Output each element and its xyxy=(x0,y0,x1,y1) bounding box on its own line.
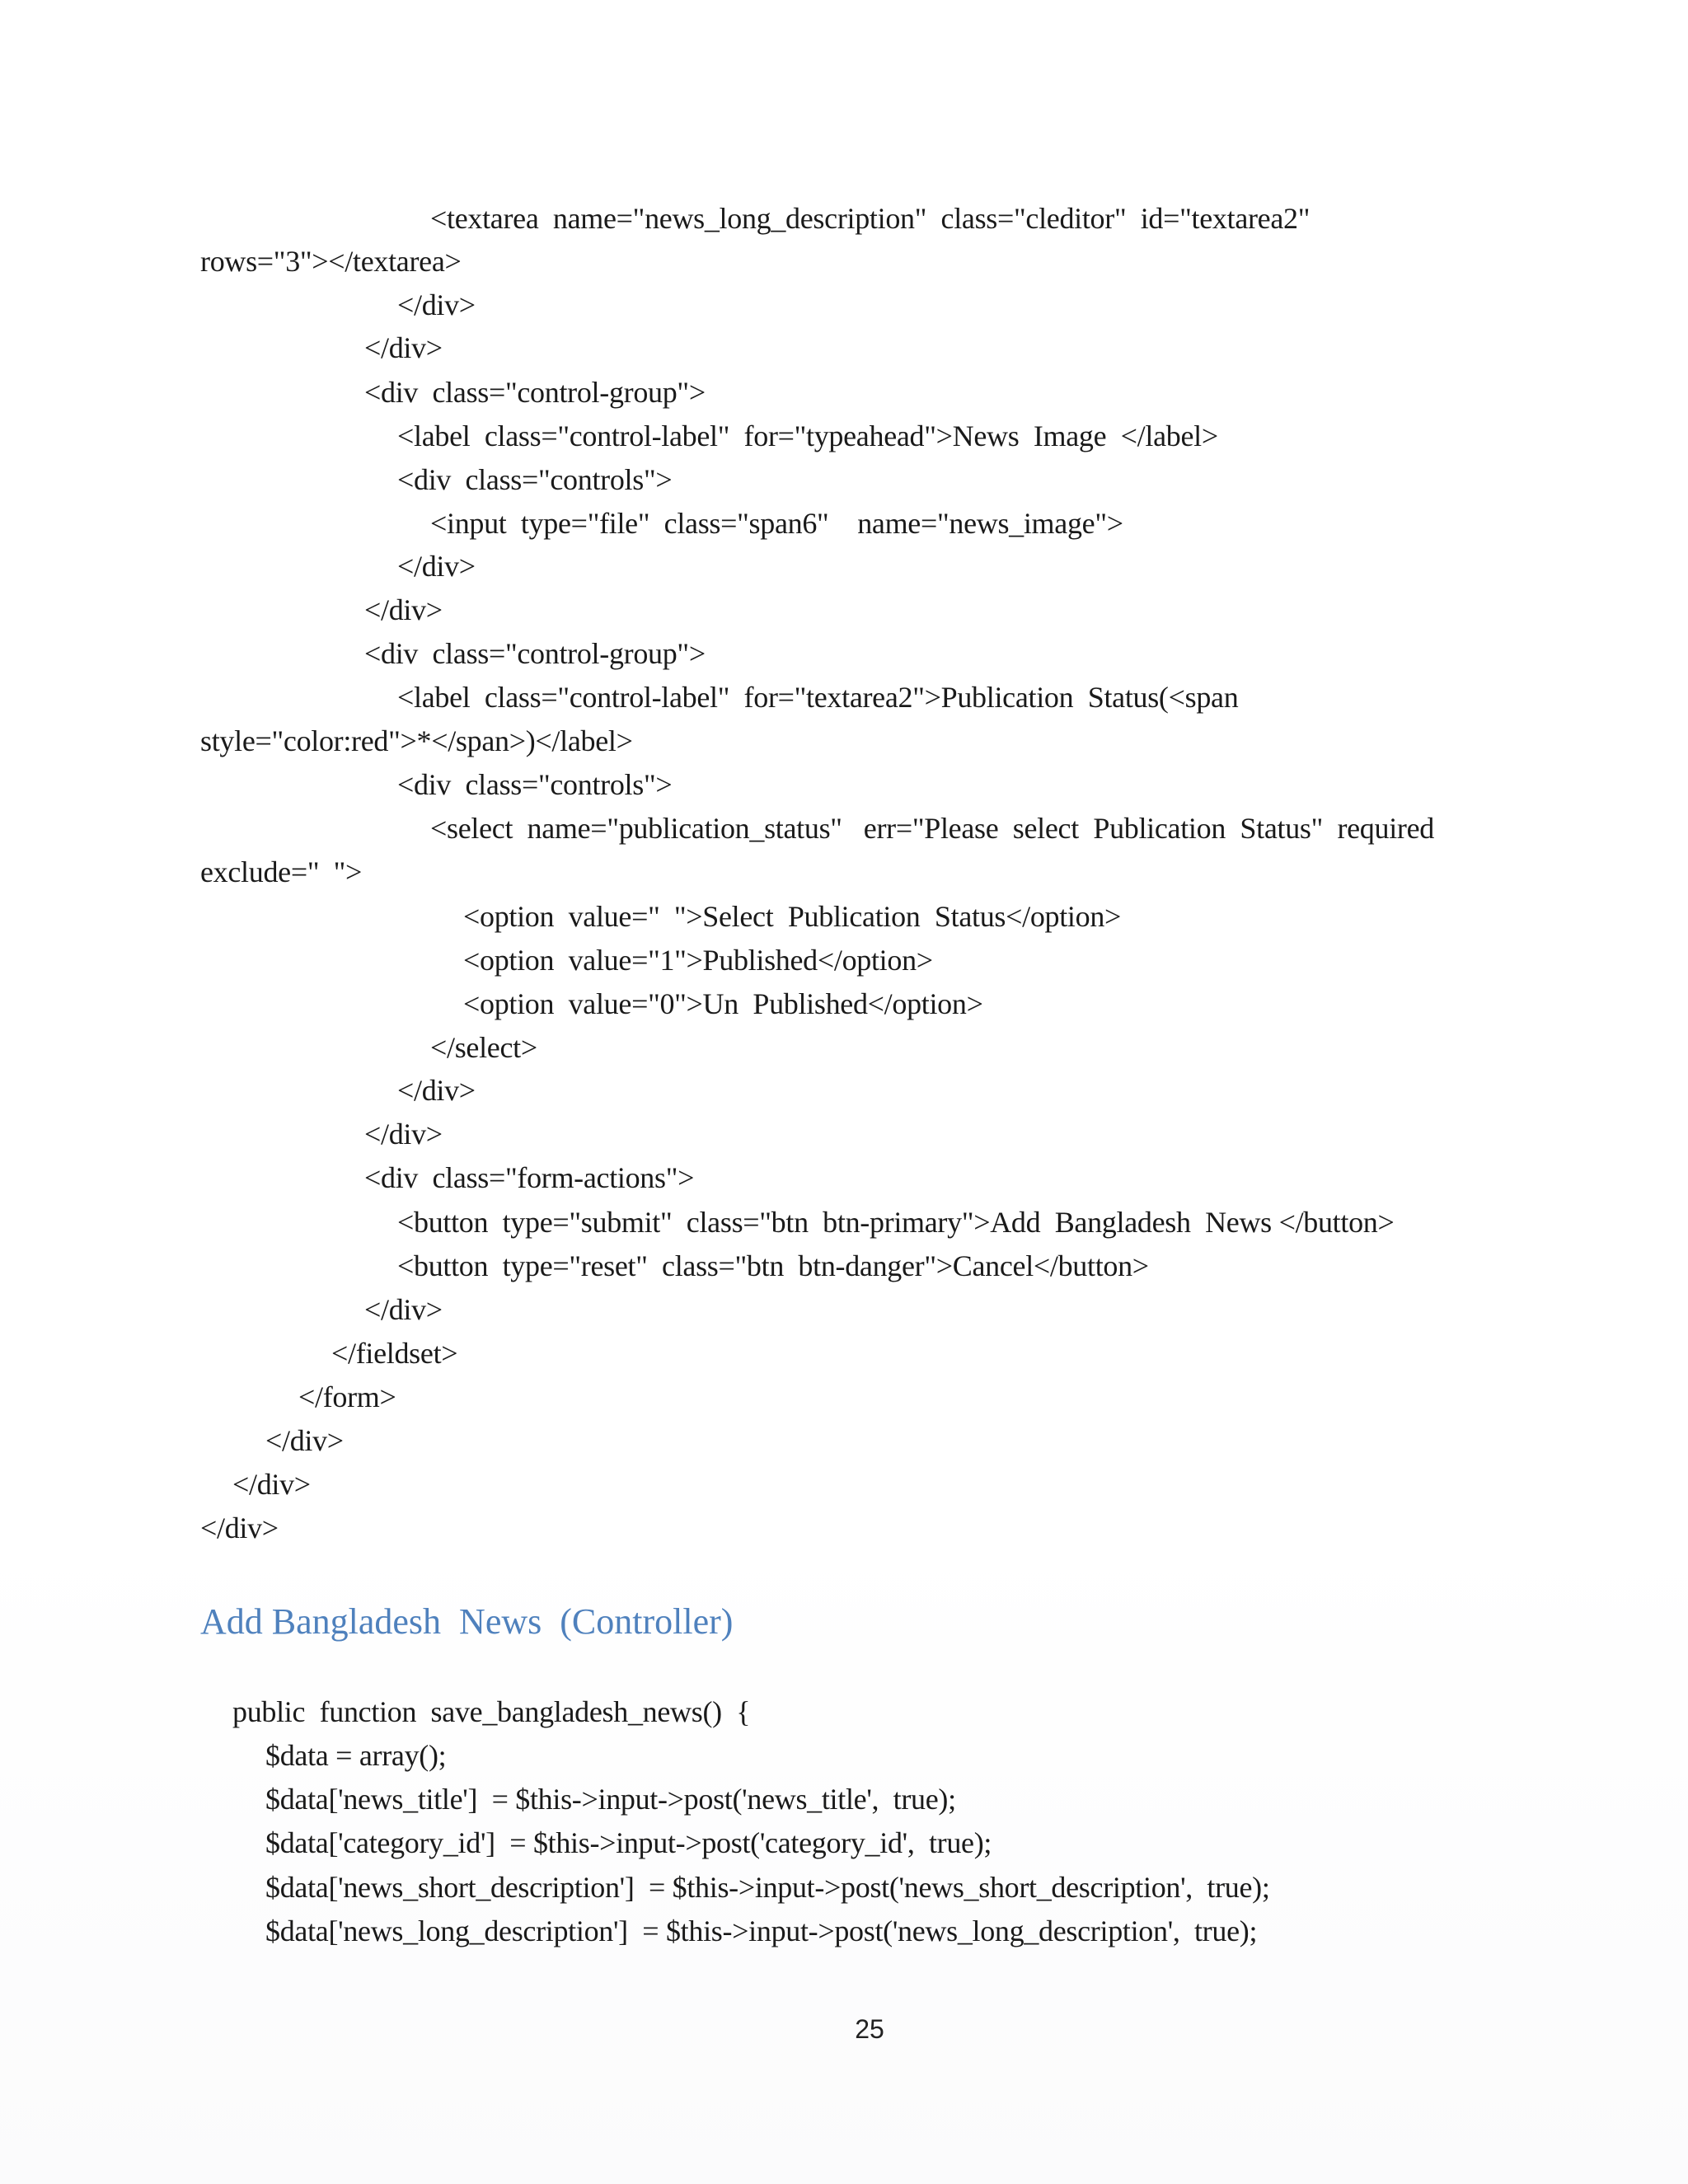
code-line: <div class="control-group"> xyxy=(364,637,706,670)
code-line: </div> xyxy=(397,288,476,321)
code-line: <div class="controls"> xyxy=(397,463,673,496)
code-line: </div> xyxy=(397,550,476,583)
section-heading: Add Bangladesh News (Controller) xyxy=(200,1601,734,1642)
code-line: <select name="publication_status" err="Please select Publication Status" required xyxy=(430,812,1434,845)
code-line: <div class="controls"> xyxy=(397,768,673,801)
code-line: </div> xyxy=(232,1468,311,1501)
code-line: </div> xyxy=(265,1424,344,1457)
code-line: </div> xyxy=(364,1118,443,1151)
code-line: <button type="submit" class="btn btn-primary">Add Bangladesh News </button> xyxy=(397,1206,1395,1239)
code-line: </div> xyxy=(397,1074,476,1107)
code-line: <div class="control-group"> xyxy=(364,376,706,409)
code-line: </form> xyxy=(298,1380,396,1413)
code-line: </select> xyxy=(430,1031,537,1064)
code-line: style="color:red">*</span>)</label> xyxy=(200,724,633,757)
code-line: </div> xyxy=(200,1511,279,1544)
page-number: 25 xyxy=(855,2014,884,2044)
code-line: </div> xyxy=(364,1293,443,1326)
code-line: $data['category_id'] = $this->input->post('category_id', true); xyxy=(265,1826,992,1859)
code-line: <option value="0">Un Published</option> xyxy=(463,987,983,1020)
code-line: public function save_bangladesh_news() { xyxy=(232,1695,751,1728)
code-line: exclude=" "> xyxy=(200,855,363,888)
code-line: </div> xyxy=(364,331,443,364)
code-line: <option value=" ">Select Publication Status</option> xyxy=(463,900,1122,933)
code-line: $data = array(); xyxy=(265,1739,447,1772)
code-line: </fieldset> xyxy=(331,1337,458,1370)
code-line: <option value="1">Published</option> xyxy=(463,944,933,977)
code-line: <textarea name="news_long_description" class="cleditor" id="textarea2" xyxy=(430,202,1311,235)
code-line: rows="3"></textarea> xyxy=(200,245,462,278)
code-line: <button type="reset" class="btn btn-danger">Cancel</button> xyxy=(397,1249,1149,1282)
code-line: <div class="form-actions"> xyxy=(364,1161,695,1194)
code-line: </div> xyxy=(364,593,443,626)
code-line: <input type="file" class="span6" name="news_image"> xyxy=(430,507,1123,540)
code-line: $data['news_title'] = $this->input->post('news_title', true); xyxy=(265,1783,956,1816)
code-line: <label class="control-label" for="typeahead">News Image </label> xyxy=(397,419,1218,452)
code-line: <label class="control-label" for="textarea2">Publication Status(<span xyxy=(397,681,1239,714)
code-line: $data['news_short_description'] = $this->input->post('news_short_description', true); xyxy=(265,1871,1270,1904)
code-line: $data['news_long_description'] = $this->input->post('news_long_description', true); xyxy=(265,1915,1258,1947)
